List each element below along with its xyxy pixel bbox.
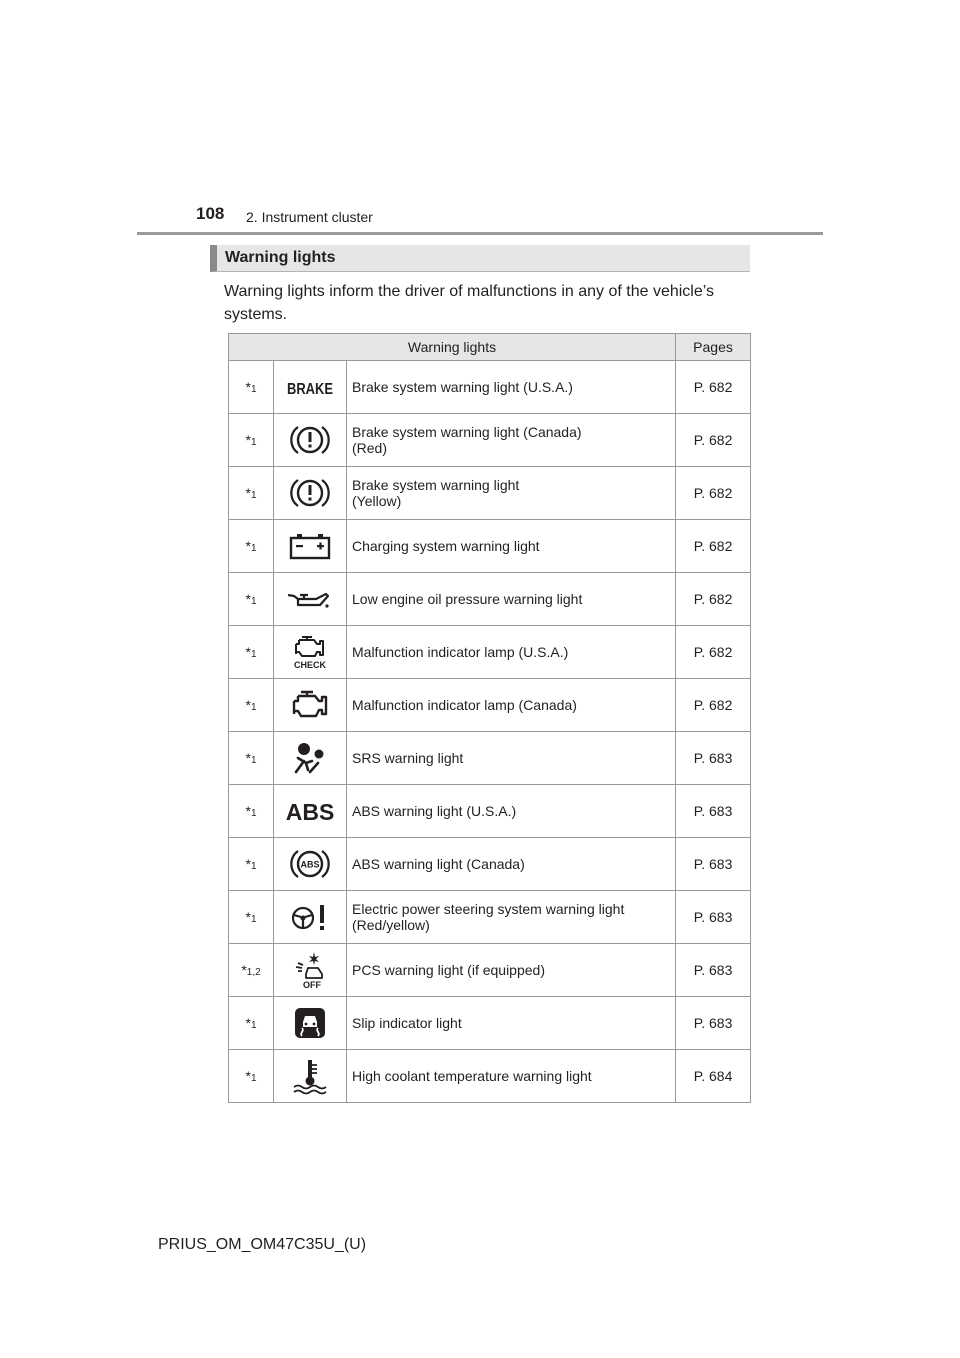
footnote-cell — [229, 573, 274, 626]
footnote-number: 1 — [250, 702, 257, 713]
engine-icon — [288, 689, 332, 721]
icon-cell — [274, 467, 347, 520]
engine-check-icon — [290, 633, 330, 671]
footnote-number: 1 — [250, 437, 257, 448]
footnote-number: 1 — [250, 1073, 257, 1084]
footnote-cell — [229, 838, 274, 891]
page-reference: P. 683 — [676, 944, 751, 997]
page-reference: P. 682 — [676, 626, 751, 679]
coolant-thermometer-icon — [290, 1057, 330, 1095]
description-line: Malfunction indicator lamp (U.S.A.) — [352, 644, 569, 660]
section-heading — [210, 245, 750, 272]
footnote-number: 1 — [250, 914, 257, 925]
description-cell — [347, 1050, 676, 1103]
description-cell — [347, 838, 676, 891]
slip-car-icon — [293, 1006, 327, 1040]
page-reference: P. 684 — [676, 1050, 751, 1103]
footnote-mark: * — [245, 379, 251, 395]
icon-cell — [274, 679, 347, 732]
icon-cell — [274, 520, 347, 573]
page-reference: P. 683 — [676, 891, 751, 944]
description-line: High coolant temperature warning light — [352, 1068, 592, 1084]
page-reference: P. 682 — [676, 520, 751, 573]
description-line: Brake system warning light (Canada) — [352, 424, 582, 440]
footnote-number: 1 — [250, 1020, 257, 1031]
page-reference: P. 682 — [676, 679, 751, 732]
table-row — [229, 520, 751, 573]
header-rule — [137, 232, 823, 235]
description-line: Malfunction indicator lamp (Canada) — [352, 697, 577, 713]
footnote-number: 1 — [250, 490, 257, 501]
description-line: Low engine oil pressure warning light — [352, 591, 583, 607]
table-row — [229, 679, 751, 732]
page-reference: P. 682 — [676, 414, 751, 467]
footnote-cell — [229, 785, 274, 838]
icon-cell — [274, 361, 347, 414]
footnote-mark: * — [245, 644, 251, 660]
footnote-mark: * — [245, 909, 251, 925]
description-line: SRS warning light — [352, 750, 464, 766]
footnote-cell — [229, 361, 274, 414]
footnote-mark: * — [241, 962, 247, 978]
footnote-cell — [229, 944, 274, 997]
description-line-2: (Red) — [352, 440, 388, 456]
description-line-2: (Yellow) — [352, 493, 402, 509]
intro-paragraph: Warning lights inform the driver of malfunctions in any of the vehicle’s systems. — [224, 283, 715, 323]
description-line: Charging system warning light — [352, 538, 540, 554]
description-cell — [347, 520, 676, 573]
exclamation-circle-icon — [290, 476, 330, 510]
icon-cell — [274, 944, 347, 997]
description-line: ABS warning light (U.S.A.) — [352, 803, 517, 819]
table-row — [229, 414, 751, 467]
footnote-mark: * — [245, 432, 251, 448]
footnote-mark: * — [245, 697, 251, 713]
footnote-cell — [229, 520, 274, 573]
pcs-off-icon — [290, 950, 330, 990]
description-cell — [347, 944, 676, 997]
table-row — [229, 732, 751, 785]
description-cell — [347, 679, 676, 732]
footnote-cell — [229, 467, 274, 520]
icon-cell — [274, 1050, 347, 1103]
abs-text-icon — [285, 797, 335, 825]
table-row — [229, 944, 751, 997]
page-reference: P. 682 — [676, 573, 751, 626]
footnote-mark: * — [245, 485, 251, 501]
icon-cell — [274, 891, 347, 944]
table-row — [229, 573, 751, 626]
check-icon-text: CHECK — [293, 660, 327, 670]
description-cell — [347, 467, 676, 520]
table-row — [229, 626, 751, 679]
description-cell — [347, 361, 676, 414]
description-line: ABS warning light (Canada) — [352, 856, 525, 872]
table-row — [229, 361, 751, 414]
description-line: Electric power steering system warning light — [352, 901, 625, 917]
icon-cell — [274, 573, 347, 626]
footnote-mark: * — [245, 1015, 251, 1031]
footnote-cell — [229, 997, 274, 1050]
description-line: PCS warning light (if equipped) — [352, 962, 545, 978]
description-cell — [347, 997, 676, 1050]
description-line: Brake system warning light — [352, 477, 520, 493]
steering-wheel-exclamation-icon — [288, 902, 332, 932]
footnote-mark: * — [245, 803, 251, 819]
description-cell — [347, 573, 676, 626]
abs-icon-text: ABS — [285, 799, 335, 825]
airbag-person-icon — [290, 741, 330, 775]
footnote-cell — [229, 1050, 274, 1103]
table-row — [229, 838, 751, 891]
document-code: PRIUS_OM_OM47C35U_(U) — [158, 1236, 367, 1253]
abs-circle-icon — [290, 847, 330, 881]
icon-cell — [274, 626, 347, 679]
footnote-number: 1 — [250, 861, 257, 872]
footnote-number: 1 — [250, 649, 257, 660]
description-line-2: (Red/yellow) — [352, 917, 430, 933]
description-cell — [347, 891, 676, 944]
footnote-number: 1 — [250, 543, 257, 554]
description-cell — [347, 785, 676, 838]
section-heading-text: Warning lights — [225, 249, 336, 266]
footnote-number: 1 — [250, 384, 257, 395]
page-reference: P. 682 — [676, 361, 751, 414]
footnote-mark: * — [245, 1068, 251, 1084]
footnote-cell — [229, 626, 274, 679]
footnote-cell — [229, 891, 274, 944]
battery-icon — [289, 532, 331, 560]
footnote-mark: * — [245, 856, 251, 872]
description-cell — [347, 732, 676, 785]
icon-cell — [274, 838, 347, 891]
footnote-cell — [229, 732, 274, 785]
description-cell — [347, 626, 676, 679]
brake-text-icon — [285, 375, 335, 399]
description-line: Slip indicator light — [352, 1015, 462, 1031]
icon-cell — [274, 785, 347, 838]
description-line: Brake system warning light (U.S.A.) — [352, 379, 573, 395]
page-reference: P. 683 — [676, 785, 751, 838]
footnote-cell — [229, 414, 274, 467]
table-row — [229, 1050, 751, 1103]
icon-cell — [274, 997, 347, 1050]
footnote-number: 1 — [250, 596, 257, 607]
page-reference: P. 683 — [676, 838, 751, 891]
warning-lights-table — [228, 333, 751, 1103]
footnote-number: 1,2 — [246, 967, 261, 978]
footnote-mark: * — [245, 538, 251, 554]
column-header-warning-lights: Warning lights — [229, 334, 676, 361]
oil-can-icon — [286, 587, 334, 611]
table-row — [229, 467, 751, 520]
footnote-number: 1 — [250, 808, 257, 819]
footnote-mark: * — [245, 591, 251, 607]
table-row — [229, 891, 751, 944]
table-row — [229, 785, 751, 838]
page-reference: P. 683 — [676, 997, 751, 1050]
icon-cell — [274, 414, 347, 467]
chapter-title: 2. Instrument cluster — [246, 209, 373, 225]
footnote-number: 1 — [250, 755, 257, 766]
exclamation-circle-icon — [290, 423, 330, 457]
table-row — [229, 997, 751, 1050]
description-cell — [347, 414, 676, 467]
page-reference: P. 682 — [676, 467, 751, 520]
page-reference: P. 683 — [676, 732, 751, 785]
page-number: 108 — [196, 204, 225, 223]
abs-circle-icon-text: ABS — [300, 859, 320, 870]
off-icon-text: OFF — [303, 980, 321, 990]
footnote-cell — [229, 679, 274, 732]
footnote-mark: * — [245, 750, 251, 766]
column-header-pages: Pages — [676, 334, 751, 361]
brake-icon-text: BRAKE — [287, 381, 334, 398]
table-header-row — [229, 334, 751, 361]
icon-cell — [274, 732, 347, 785]
